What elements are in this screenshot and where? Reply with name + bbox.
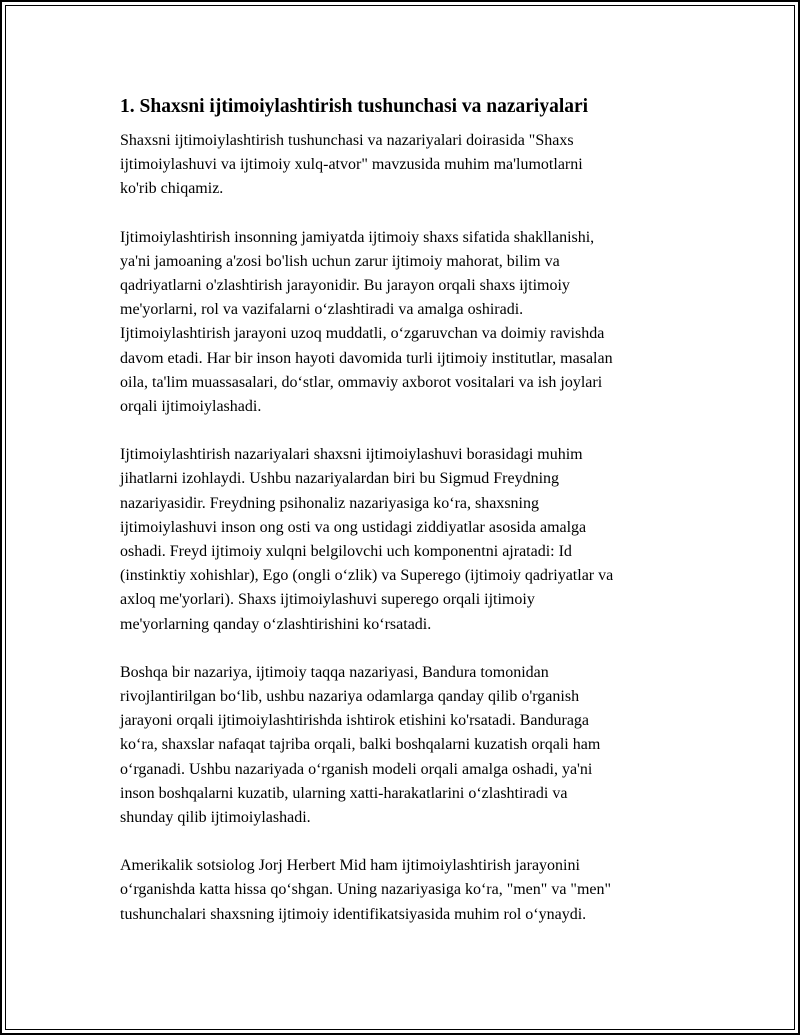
text-line: ya'ni jamoaning a'zosi bo'lish uchun zarur ijtimoiy mahorat, bilim va — [120, 252, 560, 270]
text-line: orqali ijtimoiylashadi. — [120, 398, 262, 416]
document-body — [120, 94, 700, 951]
text-line: Shaxsni ijtimoiylashtirish tushunchasi va nazariyalari doirasida "Shaxs — [120, 132, 574, 149]
text-line: shunday qilib ijtimoiylashadi. — [120, 809, 311, 827]
paragraph-definition — [120, 226, 700, 420]
text-line: o‘rganishda katta hissa qo‘shgan. Uning nazariyasiga ko‘ra, "men" va "men" — [120, 881, 612, 899]
text-line: ijtimoiylashuvi inson ong osti va ong ustidagi ziddiyatlar asosida amalga — [120, 518, 587, 536]
text-line: qadriyatlarni o'zlashtirish jarayonidir. Bu jarayon orqali shaxs ijtimoiy — [120, 277, 570, 295]
text-line: oshadi. Freyd ijtimoiy xulqni belgilovchi uch komponentni ajratadi: Id — [120, 543, 572, 561]
text-line: jihatlarni izohlaydi. Ushbu nazariyalardan biri bu Sigmud Freydning — [120, 470, 560, 488]
text-line: rivojlantirilgan bo‘lib, ushbu nazariya odamlarga qanday qilib o'rganish — [120, 688, 580, 706]
text-line: oila, ta'lim muassasalari, do‘stlar, ommaviy axborot vositalari va ish joylari — [120, 373, 603, 391]
text-line: nazariyasidir. Freydning psihonaliz nazariyasiga ko‘ra, shaxsning — [120, 494, 539, 512]
text-line: me'yorlarni, rol va vazifalarni o‘zlashtiradi va amalga oshiradi. — [120, 301, 524, 319]
text-line: jarayoni orqali ijtimoiylashtirishda ishtirok etishini ko'rsatadi. Banduraga — [120, 712, 590, 730]
text-line: inson boshqalarni kuzatib, ularning xatti-harakatlarini o‘zlashtiradi va — [120, 784, 568, 802]
section-heading: 1. Shaxsni ijtimoiylashtirish tushunchasi va nazariyalari — [120, 96, 589, 117]
text-line: tushunchalari shaxsning ijtimoiy identifikatsiyasida muhim rol o‘ynaydi. — [120, 905, 587, 923]
text-line: Ijtimoiylashtirish nazariyalari shaxsni ijtimoiylashuvi borasidagi muhim — [120, 446, 583, 464]
text-line: axloq me'yorlari). Shaxs ijtimoiylashuvi superego orqali ijtimoiy — [120, 591, 535, 609]
text-line: ko‘ra, shaxslar nafaqat tajriba orqali, balki boshqalarni kuzatish orqali ham — [120, 736, 601, 754]
text-line: ko'rib chiqamiz. — [120, 180, 224, 198]
text-line: me'yorlarning qanday o‘zlashtirishini ko‘rsatadi. — [120, 615, 432, 633]
text-line: ijtimoiylashuvi va ijtimoiy xulq-atvor" mavzusida muhim ma'lumotlarni — [120, 156, 583, 174]
text-line: Boshqa bir nazariya, ijtimoiy taqqa nazariyasi, Bandura tomonidan — [120, 663, 549, 681]
paragraph-freud — [120, 443, 700, 637]
text-line: o‘rganadi. Ushbu nazariyada o‘rganish modeli orqali amalga oshadi, ya'ni — [120, 760, 593, 778]
text-line: Ijtimoiylashtirish jarayoni uzoq muddatli, o‘zgaruvchan va doimiy ravishda — [120, 325, 605, 343]
paragraph-intro — [120, 129, 700, 202]
text-line: Ijtimoiylashtirish insonning jamiyatda ijtimoiy shaxs sifatida shakllanishi, — [120, 228, 595, 246]
text-line: (instinktiy xohishlar), Ego (ongli o‘zlik) va Superego (ijtimoiy qadriyatlar va — [120, 567, 614, 585]
paragraph-mead — [120, 854, 700, 927]
text-line: Amerikalik sotsiolog Jorj Herbert Mid ham ijtimoiylashtirish jarayonini — [120, 857, 580, 875]
paragraph-bandura — [120, 661, 700, 830]
text-line: davom etadi. Har bir inson hayoti davomida turli ijtimoiy institutlar, masalan — [120, 349, 613, 367]
